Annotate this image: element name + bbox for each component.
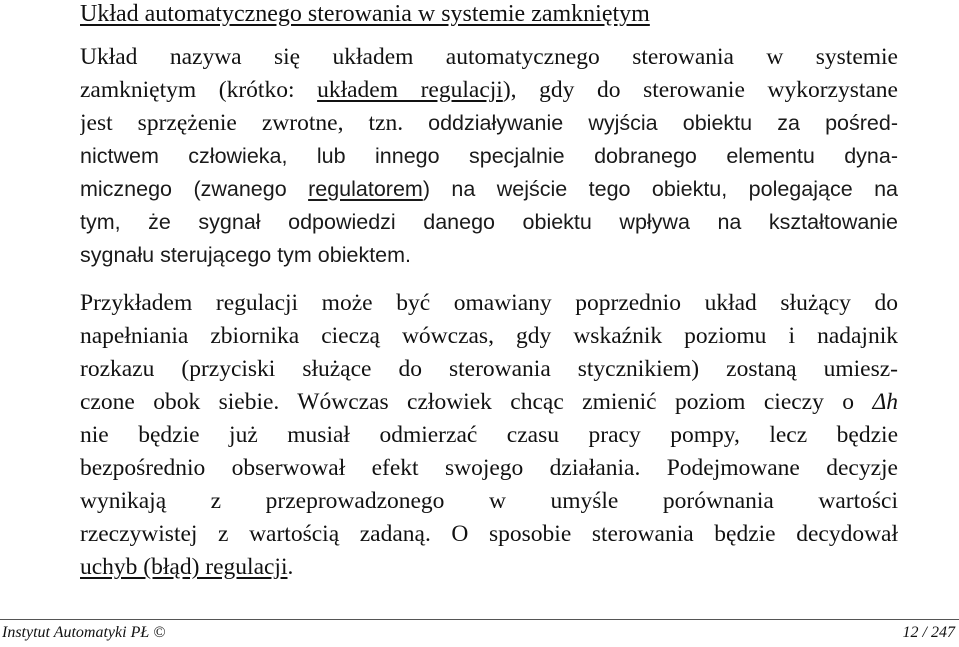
term-link-regulator[interactable]: regulatorem: [308, 177, 423, 201]
text-span: ) na wejście tego obiektu, polegające na: [422, 177, 898, 201]
paragraph-line: [80, 239, 898, 272]
text-span: czone obok siebie. Wówczas człowiek chcąc zmienić poziom cieczy o: [80, 389, 873, 415]
text-span: oddziaływanie wyjścia obiektu za pośred-: [428, 111, 898, 135]
text-span: rozkazu (przyciski służące do sterowania stycznikiem) zostaną umiesz-: [80, 356, 898, 382]
term-link-uchyb-regulacji[interactable]: uchyb (błąd) regulacji: [80, 554, 288, 580]
paragraph-line: [80, 287, 898, 320]
text-span: nie będzie już musiał odmierzać czasu pracy pompy, lecz będzie: [80, 422, 898, 448]
text-span: napełniania zbiornika cieczą wówczas, gdy wskaźnik poziomu i nadajnik: [80, 323, 898, 349]
paragraph-line: [80, 419, 898, 452]
paragraph-line: [80, 386, 898, 419]
footer-divider: [0, 619, 959, 620]
text-span: wynikają z przeprowadzonego w umyśle porównania wartości: [80, 488, 898, 514]
text-span: jest sprzężenie zwrotne, tzn.: [80, 110, 429, 136]
paragraph-line: [80, 320, 898, 353]
text-span: bezpośrednio obserwował efekt swojego działania. Podejmowane decyzje: [80, 455, 898, 481]
text-span: .: [287, 554, 294, 580]
paragraph-line: [80, 551, 898, 584]
text-span: ), gdy do sterowanie wykorzystane: [502, 77, 898, 103]
paragraph-line: [80, 140, 898, 173]
text-span: tym, że sygnał odpowiedzi danego obiektu wpływa na kształtowanie: [80, 210, 898, 234]
text-span: zamkniętym (krótko:: [80, 77, 318, 103]
text-span: sygnału sterującego tym obiektem.: [80, 243, 412, 267]
text-span: rzeczywistej z wartością zadaną. O sposobie sterowania będzie decydował: [80, 521, 898, 547]
paragraph-line: [80, 485, 898, 518]
paragraph-line: [80, 74, 898, 107]
paragraph-line: [80, 173, 898, 206]
paragraph-example: [80, 287, 898, 584]
text-span: Przykładem regulacji może być omawiany poprzednio układ służący do: [80, 290, 898, 316]
footer-page-number: 12 / 247: [902, 624, 955, 641]
delta-h-symbol: Δh: [872, 389, 898, 415]
paragraph-line: [80, 41, 898, 74]
paragraph-definition: [80, 41, 898, 272]
paragraph-line: [80, 353, 898, 386]
page-title: Układ automatycznego sterowania w systemie zamkniętym: [80, 1, 650, 27]
text-span: micznego (zwanego: [80, 177, 309, 201]
paragraph-line: [80, 452, 898, 485]
text-span: nictwem człowieka, lub innego specjalnie dobranego elementu dyna-: [80, 144, 898, 168]
paragraph-line: [80, 107, 898, 140]
term-link-uklad-regulacji[interactable]: układem regulacji: [317, 77, 503, 103]
paragraph-line: [80, 206, 898, 239]
text-span: Układ nazywa się układem automatycznego sterowania w systemie: [80, 44, 898, 70]
footer-institution: Instytut Automatyki PŁ ©: [2, 624, 166, 641]
paragraph-line: [80, 518, 898, 551]
